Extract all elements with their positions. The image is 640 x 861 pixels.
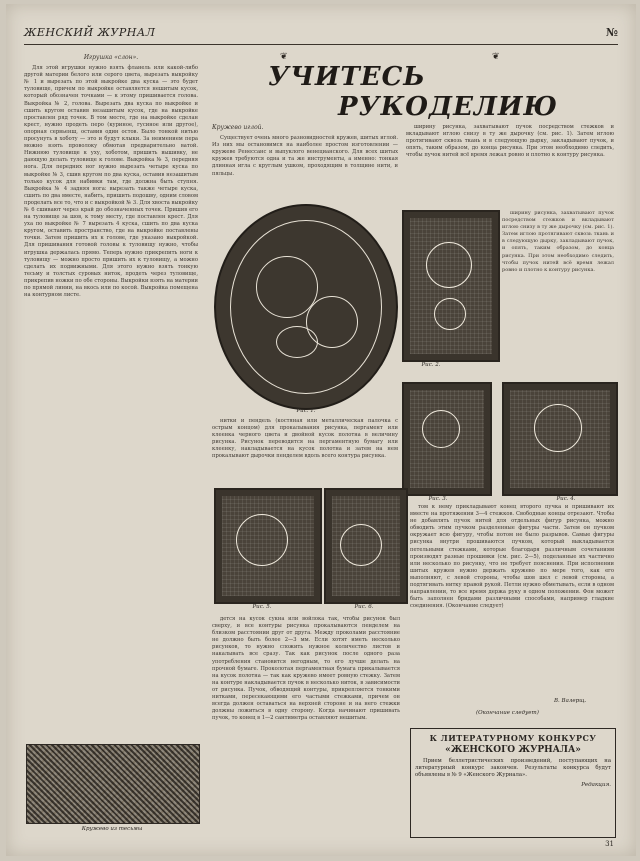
right-mid-body: нитки и пендель (костяная или металлическая палочка с острым концом) для прокалывания рисунка, пергамент или клеенка черного цвета и двойной кусок полотна в величину рисунка. Рисунок переводится на пергаментную бумагу или клеенку, накладывается на кусок полотна и затем на нем прокалывают дырочки пенделем вдоль всего контура рисунка. bbox=[212, 418, 398, 460]
journal-title: ЖЕНСКИЙ ЖУРНАЛ bbox=[24, 26, 156, 39]
left-article-title: Игрушка «слон». bbox=[83, 54, 139, 61]
figure-3-caption: Рис. 3. bbox=[428, 496, 448, 502]
page-number: 31 bbox=[605, 840, 614, 848]
right-lower-col1-body: дется на кусок сукна или войлока так, чтобы рисунок был сверху, и все контуры рисунка прокалываются пенделем на близком расстоянии друг от друга. Между проколами расстояние не должно быть более 2—3 мм. Если хотят иметь несколько рисунков, то нужно сложить нужное количество листов и накалывать все сразу. Так как рисунок после одного раза употребления становится негодным, то его лучше делать на прочной бумаге. Проколотая пергаментная бумага прикалывается на кусок полотна — так как кружево имеет ровную стежку. Затем на контуре накладывается пучок в несколько ниток, в зависимости от рисунка. Пучок, обводящий контуры, прикрепляется тонкими нитками, пересекающими его частыми стежками, причем он всегда должен оставаться на верхней стороне и на него стежки должны ложиться в одну сторону. Когда начинают пришивать пучок, то конец в 1—2 сантиметра оставляют нешитым. bbox=[212, 616, 400, 722]
right-lower-col2-body: том к нему прикладывают конец второго пучка и пришивают их вместе на протяжении 3—4 стежков. Свободные концы отрезают. Чтобы не добавлять пучок нитей для отдельных фигур рисунка, можно обводить этим пучком разделенные фигуры части. Затем он пучком окружает всю фигуру, чтобы потом не было разрывов. Самые фигуры рисунка внутри прошиваются пучком, который выкладывается петельными стежками, которые благодаря различным сочетаниям производят разные прошивки (см. рис. 2—5), поделанные их частично или несколько по рисунку, что не требует пояснения. При исполнении шитых кружев нужно держать кружево по мере того, как его выполняют, с левой стороны, чтобы шов шел с левой стороны, а подтягивать нитку правой рукой. Петли нужно обметывать, если в одном направлении, то все время держа руку в одном положении. Фон может быть заполнен бридами различными способами, например гладкие соединения. (Окончание следует) bbox=[410, 504, 614, 610]
figure-1-caption: Рис. 1. bbox=[296, 408, 316, 414]
contest-title-line2: «ЖЕНСКОГО ЖУРНАЛА» bbox=[445, 745, 581, 755]
figure-5-embroidery bbox=[214, 488, 322, 604]
right-lower-col2 bbox=[410, 504, 614, 692]
contest-body: Прием беллетристических произведений, поступающих на литературный конкурс закончен. Результаты конкурса будут объявлены в № 9 «Женского Журнала». bbox=[415, 758, 611, 778]
lace-caption: Кружево из тесьмы bbox=[81, 826, 143, 832]
ornament-right-icon: ❦ bbox=[492, 52, 500, 62]
header-rule bbox=[24, 44, 618, 45]
author-signature: В. Валерщ. bbox=[554, 698, 587, 704]
ornament-left-icon: ❦ bbox=[280, 52, 288, 62]
right-lower-col1 bbox=[212, 616, 400, 842]
running-header bbox=[24, 26, 618, 42]
headline-line1: УЧИТЕСЬ bbox=[268, 62, 426, 92]
lace-photo bbox=[26, 744, 200, 824]
contest-notice bbox=[410, 728, 616, 838]
figure-2-embroidery bbox=[402, 210, 500, 362]
headline-line2: РУКОДЕЛИЮ bbox=[338, 92, 558, 122]
right-mid-text bbox=[212, 418, 398, 484]
figure-6-caption: Рис. 6. bbox=[354, 604, 374, 610]
left-article-body: Для этой игрушки нужно взять фланель или какой-либо другой материи белого или серого цвета, вырезать выкройку № 1 и вырезать по этой выкройке два куска — это будет туловище, причем по выкройке оставляется нешитым кусок, который обозначен точками — к этому пришивается голова. Выкройка № 2, голова. Вырезать два куска по выкройке и сшить кругом оставив незашитым кусок, где на выкройке проставлен ряд точек. В том месте, где на выкройке сделан крест, нужно продеть перо (куриное, гусиное или другое), опорная сервьенш, оставив один остов. Было тонкой нитью просунуть в хоботу — это и будут клыки. За неимением пера можно взять проволоку обмотав предварительно ватой. Нижнюю туловище к уху, хоботом, пришить вышивку, не дающую делать туловище к голове. Выкройка № 3, передняя нога. Для передних ног нужно вырезать четыре куска по выкройке № 3, сшив кругом по два куска, оставив незашитым только кусок для набивки там, где должна быть ступня. Выкройка № 4 задняя нога: вырезать также четыре куска, сшить по два вместе, набить, пришить подошву, одним словом проделать все то, что и с выкройкой № 3. Для хвоста выкройку № 6 сшивают через край до обозначенных точек. Пришив его на туловище за шов, к тому месту, где поставлен крест. Для уха по выкройке № 7 вырезать 4 куска, сшить по два куска кругом, оставить пространство, где на выкройке поставлены точки. Затем пришить их к голове, где указано выкройкой. Для пришивания готовой головы к туловищу нужно, чтобы игрушка держалась прямо. Теперь нужно прикрепить ноги к туловищу — можно просто пришить их к туловищу, а можно сделать их подвижными. Для этого нужно взять тонкую тесьму и толстых суровых ниток, продеть через туловище, прикрепив ножки по обе стороны. Выкройки взять на материи по прямой линии, на вкось или по косой. Выкройка помещена на контурном листе. bbox=[24, 65, 198, 299]
right-col2-top bbox=[406, 124, 614, 208]
figure-6-embroidery bbox=[324, 488, 408, 604]
figure-5-caption: Рис. 5. bbox=[252, 604, 272, 610]
left-column bbox=[24, 54, 198, 792]
contest-signature: Редакция. bbox=[581, 782, 611, 788]
right-col1-body: Существует очень много разновидностей кружев, шитых иглой. Из них мы остановимся на наиболее простом изготовлении — кружеве Ренессанс и выпуклого венецианского. Для всех шитых кружев требуются одна и та же инструменты, а именно: тонкая длинная игла с круглым ушком, проходящим в толщине нити, и пяльцы. bbox=[212, 135, 398, 177]
right-narrow-body: ширину рисунка, захватывают пучок посредством стежков и вкладывают иглою снизу в ту же дырочку (см. рис. 1). Затем иглою протягивают сквозь ткань и в следующую дырку, закладывают пучок, и опять, таким образом, до конца рисунка. При этом необходимо следить, чтобы пучок нитей всё время лежал ровно и плотно к контуру рисунка. bbox=[502, 210, 614, 273]
to-be-continued: (Окончание следует) bbox=[476, 710, 539, 716]
right-col2-body: ширину рисунка, захватывают пучок посредством стежков и вкладывают иглою снизу в ту же дырочку (см. рис. 1). Затем иглою протягивают сквозь ткань и в следующую дырку, закладывают пучок, и опять, таким образом, до конца рисунка. При этом необходимо следить, чтобы пучок нитей всё время лежал ровно и плотно к контуру рисунка. bbox=[406, 124, 614, 159]
figure-1-lace-oval bbox=[214, 204, 398, 410]
right-narrow-col bbox=[502, 210, 614, 380]
figure-4-caption: Рис. 4. bbox=[556, 496, 576, 502]
right-col1-top bbox=[212, 124, 398, 202]
right-article-title: Кружево иглой. bbox=[212, 124, 264, 131]
figure-2-caption: Рис. 2. bbox=[421, 362, 441, 368]
contest-title-line1: К ЛИТЕРАТУРНОМУ КОНКУРСУ bbox=[429, 733, 597, 743]
figure-3-embroidery bbox=[402, 382, 492, 496]
magazine-page bbox=[6, 4, 636, 856]
issue-number: № bbox=[606, 26, 618, 39]
figure-4-embroidery bbox=[502, 382, 618, 496]
